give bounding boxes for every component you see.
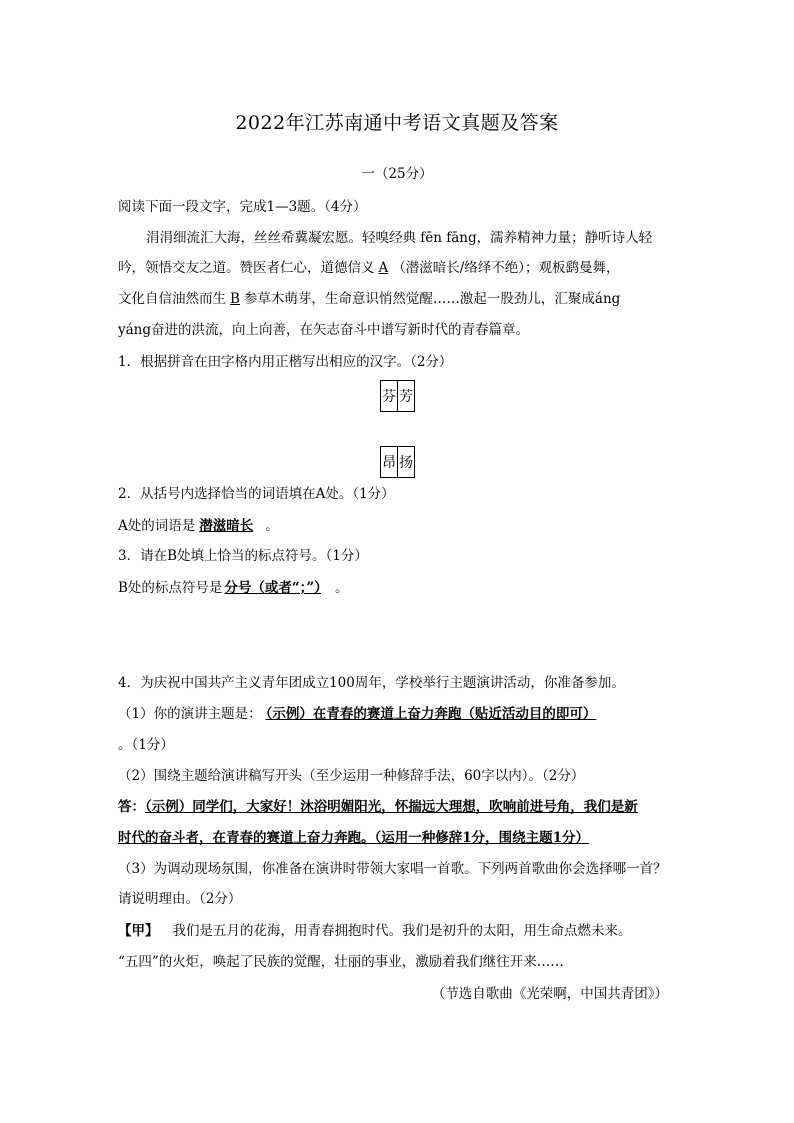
song-a-line-1 <box>118 921 632 941</box>
answer-2 <box>118 516 279 536</box>
grid-char: 芳 <box>397 381 414 411</box>
song-a-lyric-1: 我们是五月的花海，用青春拥抱时代。我们是初升的太阳，用生命点燃未来。 <box>172 923 632 939</box>
passage-line-3-end: 参草木萌芽，生命意识悄然觉醒……激起一股劲儿，汇聚成áng <box>243 291 621 307</box>
answer-3-value: 分号（或者“；”） <box>224 580 321 596</box>
answer-label: 答： <box>118 799 145 815</box>
answer-2-prefix: A处的词语是 <box>118 518 196 534</box>
question-4-1-score: 。（1分） <box>118 737 174 753</box>
answer-4-2-line-1 <box>118 797 638 817</box>
document-title: 2022年江苏南通中考语文真题及答案 <box>235 112 559 134</box>
blank-b: B <box>230 291 240 307</box>
question-4-3-line-1: （3）为调动现场氛围，你准备在演讲时带领大家唱一首歌。下列两首歌曲你会选择哪一首？ <box>118 861 667 877</box>
passage-line-2-end: （潜滋暗长/络绎不绝）；观板鹞曼舞， <box>392 260 620 276</box>
answer-4-1-value: （示例）在青春的赛道上奋力奔跑（贴近活动目的即可） <box>265 706 597 722</box>
passage-line-2-start: 吟，领悟交友之道。赞医者仁心，道德信义 <box>118 260 375 276</box>
passage-line-1: 涓涓细流汇大海，丝丝希冀凝宏愿。轻嗅经典 fēn fāng，濡养精神力量；静听诗人轻 <box>146 230 653 246</box>
reading-instruction: 阅读下面一段文字，完成1—3题。（4分） <box>118 199 367 215</box>
answer-3-prefix: B处的标点符号是 <box>118 580 223 596</box>
passage-line-3-start: 文化自信油然而生 <box>118 291 226 307</box>
answer-4-2-line-2 <box>118 828 601 848</box>
character-grid-1 <box>380 380 415 412</box>
question-2: 2．从括号内选择恰当的词语填在A处。（1分） <box>118 486 395 502</box>
grid-char: 昂 <box>382 455 396 471</box>
question-4-1 <box>118 704 608 724</box>
answer-3-suffix: 。 <box>334 580 349 596</box>
grid-char: 扬 <box>397 447 414 477</box>
section-heading: 一（25分） <box>361 166 433 182</box>
question-3: 3．请在B处填上恰当的标点符号。（1分） <box>118 548 368 564</box>
grid-char: 芬 <box>382 389 396 405</box>
answer-2-suffix: 。 <box>265 518 279 534</box>
blank-a: A <box>378 260 389 276</box>
song-a-source: （节选自歌曲《光荣啊，中国共青团》） <box>431 986 668 1002</box>
answer-4-2-text-2: 时代的奋斗者，在青春的赛道上奋力奔跑。（运用一种修辞1分，围绕主题1分） <box>118 830 590 846</box>
character-grid-2 <box>380 446 415 478</box>
answer-3 <box>118 578 348 598</box>
passage-line-3 <box>118 289 620 309</box>
question-4-1-prefix: （1）你的演讲主题是： <box>118 706 262 722</box>
question-4-2: （2）围绕主题给演讲稿写开头（至少运用一种修辞手法，60字以内）。（2分） <box>118 768 585 784</box>
question-4: 4．为庆祝中国共产主义青年团成立100周年，学校举行主题演讲活动，你准备参加。 <box>118 675 625 691</box>
question-1: 1．根据拼音在田字格内用正楷写出相应的汉字。（2分） <box>118 354 453 370</box>
question-4-3-line-2: 请说明理由。（2分） <box>118 891 242 907</box>
passage-line-2 <box>118 258 620 278</box>
passage-line-4: yáng奋进的洪流，向上向善，在矢志奋斗中谱写新时代的青春篇章。 <box>118 322 530 338</box>
song-a-line-2: “五四”的火炬，唤起了民族的觉醒，壮丽的事业，激励着我们继往开来…… <box>118 954 564 970</box>
answer-2-value: 潜滋暗长 <box>199 518 254 534</box>
answer-4-2-text-1: （示例）同学们，大家好！沐浴明媚阳光，怀揣远大理想，吹响前进号角，我们是新 <box>145 799 638 815</box>
song-a-label: 【甲】 <box>118 923 159 939</box>
